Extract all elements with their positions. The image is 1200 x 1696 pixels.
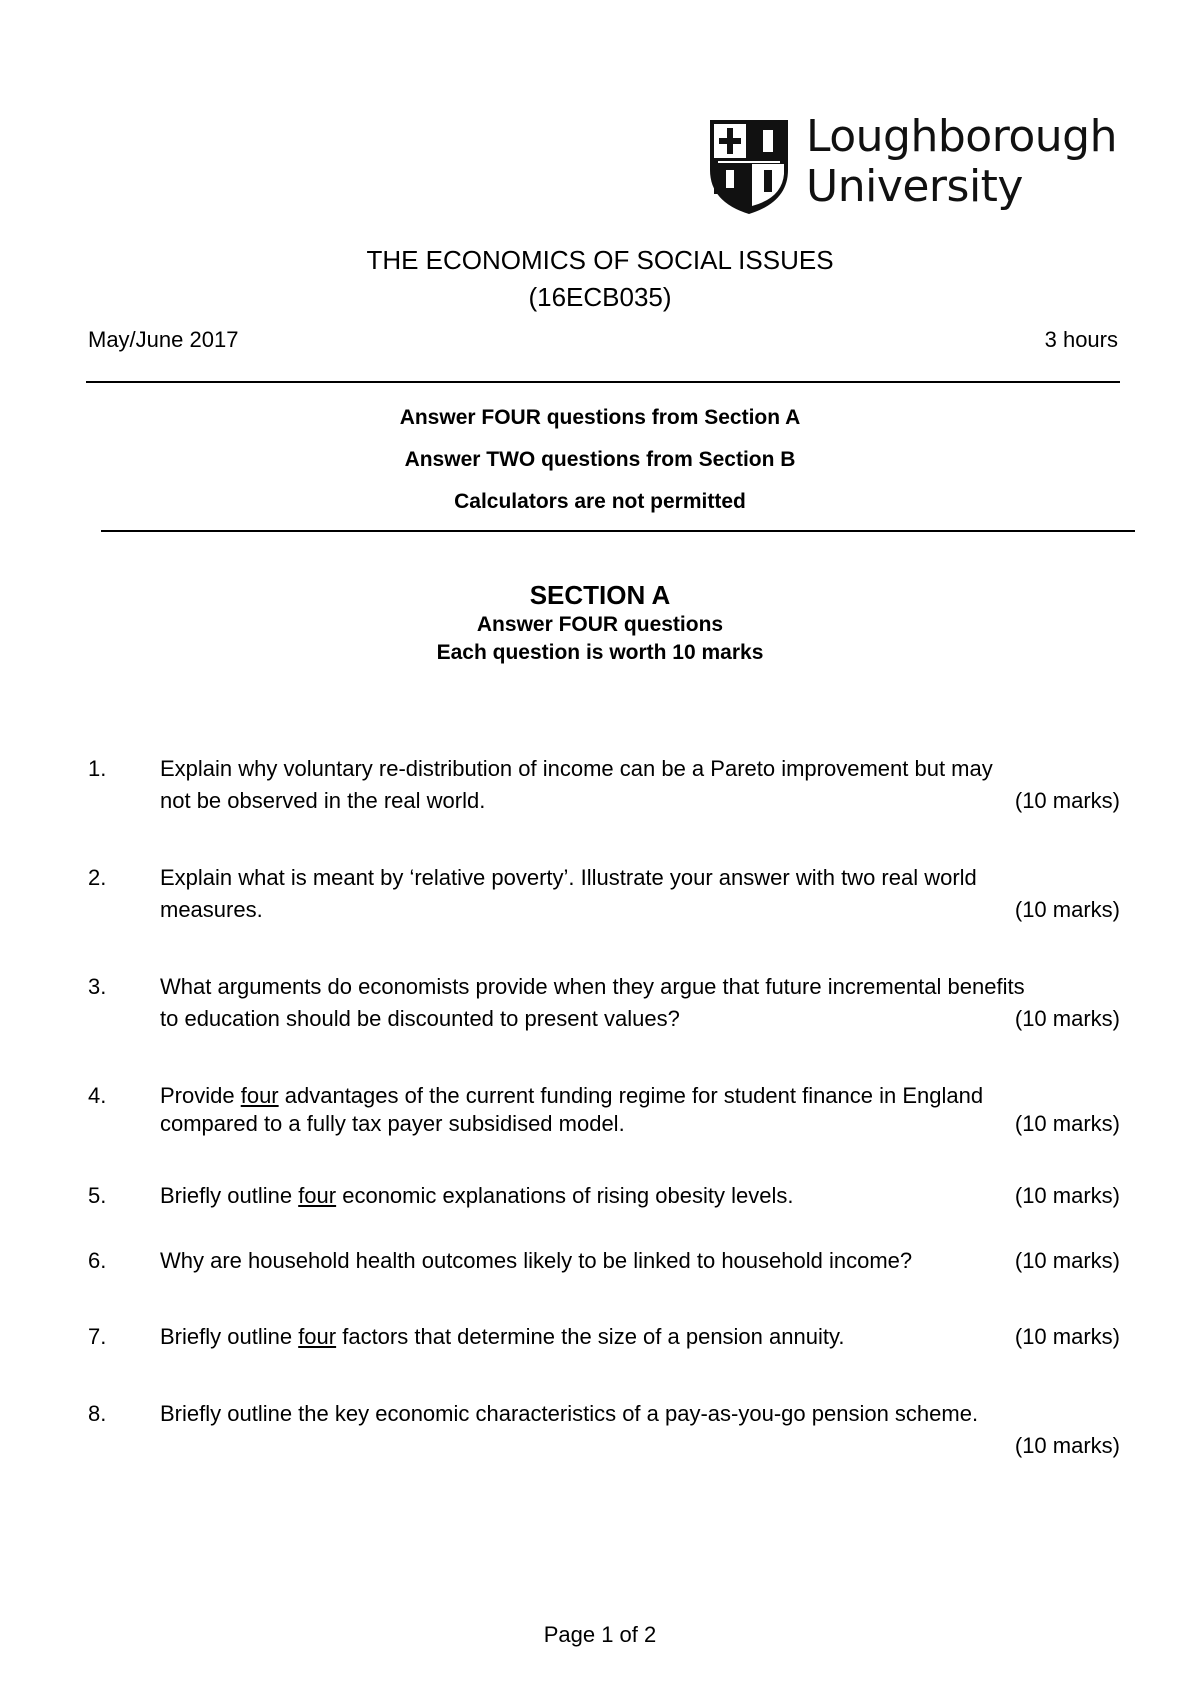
instruction-1: Answer FOUR questions from Section A: [399, 406, 801, 429]
emphasis-four: four: [298, 1183, 337, 1208]
emphasis-four: four: [240, 1083, 279, 1108]
logo-line-1: Loughborough: [806, 111, 1117, 162]
question-marks: (10 marks): [1014, 897, 1120, 922]
question-text: Explain what is meant by ‘relative poverty’. Illustrate your answer with two real world: [160, 865, 977, 890]
exam-duration: 3 hours: [1044, 327, 1118, 352]
question-number: 7.: [88, 1324, 107, 1349]
question-number: 1.: [88, 756, 107, 781]
question-text: compared to a fully tax payer subsidised model.: [160, 1111, 625, 1136]
emphasis-four: four: [298, 1324, 337, 1349]
divider-bottom: [101, 530, 1135, 532]
logo-line-2: University: [806, 161, 1023, 212]
question-text: Explain why voluntary re-distribution of income can be a Pareto improvement but may: [160, 756, 993, 781]
question-text: not be observed in the real world.: [160, 788, 486, 813]
question-marks: (10 marks): [1014, 1183, 1120, 1208]
question-marks: (10 marks): [1014, 1111, 1120, 1136]
question-marks: (10 marks): [1014, 1433, 1120, 1458]
question-text: measures.: [160, 897, 263, 922]
exam-date: May/June 2017: [88, 327, 239, 352]
question-number: 4.: [88, 1083, 107, 1108]
question-text: Why are household health outcomes likely to be linked to household income?: [160, 1248, 913, 1273]
question-text: What arguments do economists provide when they argue that future incremental benefits: [160, 974, 1025, 999]
section-subtitle-1: Answer FOUR questions: [476, 613, 724, 636]
exam-page: Loughborough University THE ECONOMICS OF SOCIAL ISSUES (16ECB035) May/June 2017 3 hours Answer FOUR questions from Section A Answer TWO questions from Section B Calculators are not permitted SECTION A Answer FOUR questions Each question is worth 10 marks 1. Explain why voluntary re-distribution of income can be a Pareto improvement but may not be observed in the real world. (10 marks) 2. Explain what is meant by ‘relative poverty’. Illustrate your answer with two real world measures. (10 marks) 3. What arguments do economists provide when they argue that future incremental benefits to education should be discounted to present values? (10 marks) 4. Provide four advantages of the current funding regime for student finance in England compared to a fully tax payer subsidised model. (10 marks) 5. Briefly outline four economic explanations of rising obesity levels. (10 marks) 6. Why are household health outcomes likely to be linked to household income? (10 marks) 7. Briefly outline four factors that determine the size of a pension annuity. (10 marks) 8. Briefly outline the key economic characteristics of a pay-as-you-go pension scheme. (10 marks) Page 1 of 2: [0, 0, 1200, 1696]
question-number: 8.: [88, 1401, 107, 1426]
crest-icon: [708, 118, 790, 216]
question-text: to education should be discounted to present values?: [160, 1006, 680, 1031]
question-number: 5.: [88, 1183, 107, 1208]
question-number: 2.: [88, 865, 107, 890]
exam-code: (16ECB035): [528, 282, 672, 312]
university-logo: [708, 111, 1117, 222]
question-marks: (10 marks): [1014, 788, 1120, 813]
section-subtitle-2: Each question is worth 10 marks: [436, 641, 764, 664]
question-text: Briefly outline the key economic characteristics of a pay-as-you-go pension scheme.: [160, 1401, 979, 1426]
section-title: SECTION A: [529, 580, 671, 610]
question-number: 6.: [88, 1248, 107, 1273]
instruction-3: Calculators are not permitted: [454, 490, 746, 513]
question-marks: (10 marks): [1014, 1324, 1120, 1349]
page-number: Page 1 of 2: [543, 1622, 657, 1647]
question-number: 3.: [88, 974, 107, 999]
question-marks: (10 marks): [1014, 1248, 1120, 1273]
instruction-2: Answer TWO questions from Section B: [404, 448, 796, 471]
question-marks: (10 marks): [1014, 1006, 1120, 1031]
divider-top: [86, 381, 1120, 383]
exam-title: THE ECONOMICS OF SOCIAL ISSUES: [366, 245, 834, 275]
